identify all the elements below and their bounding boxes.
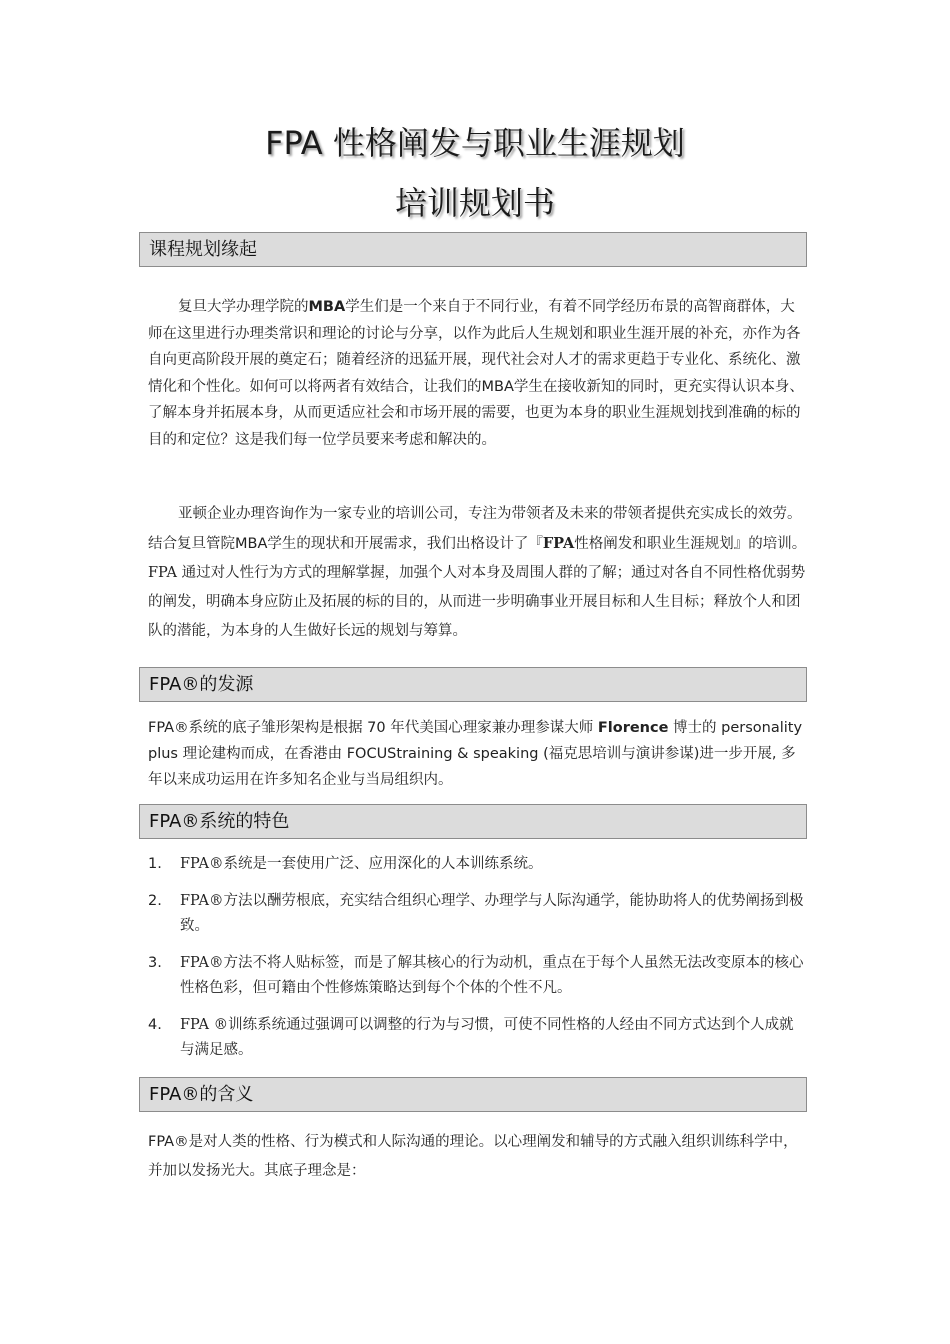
text-span: 性格阐发和职业生涯规划』的培训。FPA 通过对人性行为方式的理解掌握，加强个人对本身及周围人群的了解；通过对各自不同性格优弱势的阐发，明确本身应防止及拓展的标的目的，从而进一步明确事业开展目标和人生目标；释放个人和团队的潜能，为本身的人生做好长远的规划与筹算。 — [148, 536, 807, 639]
text-span: 学生们是一个来自于不同行业，有着不同学经历布景的高智商群体，大师在这里进行办理类常识和理论的讨论与分享，以作为此后人生规划和职业生涯开展的补充，亦作为各自向更高阶段开展的奠定石；随着经济的迅猛开展，现代社会对人才的需求更趋于专业化、系统化、激情化和个性化。如何可以将两者有效结合，让我们的 — [148, 299, 801, 395]
text-span-bold: Florence — [597, 720, 669, 736]
list-item — [148, 852, 808, 877]
text-span: 学生的现状和开展需求，我们出格设计了『 — [267, 536, 543, 552]
text-span: 学生在接收新知的同时，更充实得认识本身、了解本身并拓展本身，从而更适应社会和市场开展的需要，也更为本身的职业生涯规划找到准确的标的目的和定位？这是我们每一位学员要来考虑和解决的。 — [148, 378, 804, 448]
text-span: 博士的 personality plus 理论建构而成，在香港由 FOCUStraining & speaking (福克思培训与演讲参谋)进一步开展, 多年以来成功运用在许多知名企业与当局组织内。 — [148, 720, 803, 788]
list-item-number: 4. — [148, 1017, 162, 1033]
paragraph-fpa-source — [148, 715, 808, 793]
list-item — [148, 951, 808, 1001]
list-item-text: FPA®系统是一套使用广泛、应用深化的人本训练系统。 — [180, 856, 543, 872]
paragraph-fpa-meaning — [148, 1128, 808, 1186]
text-span: 亚顿企业办理咨询作为一家专业的培训公司，专注为带领者及未来的带领者提供充实成长的效劳。结合复旦管院 — [148, 506, 802, 552]
text-span: MBA — [481, 378, 514, 395]
document-subtitle: 培训规划书 — [394, 184, 555, 222]
section-heading-meaning: FPA®的含义 — [139, 1077, 807, 1112]
paragraph-course-origin — [148, 294, 808, 453]
text-span-bold: FPA — [542, 535, 575, 552]
list-item-number: 3. — [148, 955, 162, 971]
list-item — [148, 889, 808, 939]
document-title: FPA 性格阐发与职业生涯规划 — [265, 124, 685, 162]
list-item-text: FPA ®训练系统通过强调可以调整的行为与习惯，可使不同性格的人经由不同方式达到个人成就与满足感。 — [180, 1017, 794, 1058]
section-heading-features: FPA®系统的特色 — [139, 804, 807, 839]
text-span: FPA®系统的底子雏形架构是根据 70 年代美国心理家兼办理参谋大师 — [148, 720, 598, 736]
list-item — [148, 1013, 808, 1063]
text-span: 复旦大学办理学院的 — [178, 299, 309, 315]
text-span-bold: MBA — [308, 299, 346, 315]
text-span: MBA — [235, 536, 268, 552]
text-span: FPA®是对人类的性格、行为模式和人际沟通的理论。以心理阐发和辅导的方式融入组织训练科学中，并加以发扬光大。其底子理念是： — [148, 1134, 798, 1179]
list-item-text: FPA®方法不将人贴标签，而是了解其核心的行为动机，重点在于每个人虽然无法改变原本的核心性格色彩，但可籍由个性修炼策略达到每个个体的个性不凡。 — [180, 955, 804, 996]
section-heading-origin: 课程规划缘起 — [139, 232, 807, 267]
list-item-number: 1. — [148, 856, 162, 872]
list-item-number: 2. — [148, 893, 162, 909]
list-item-text: FPA®方法以酬劳根底，充实结合组织心理学、办理学与人际沟通学，能协助将人的优势阐扬到极致。 — [180, 893, 804, 934]
paragraph-company-intro — [148, 500, 808, 646]
section-heading-source: FPA®的发源 — [139, 667, 807, 702]
